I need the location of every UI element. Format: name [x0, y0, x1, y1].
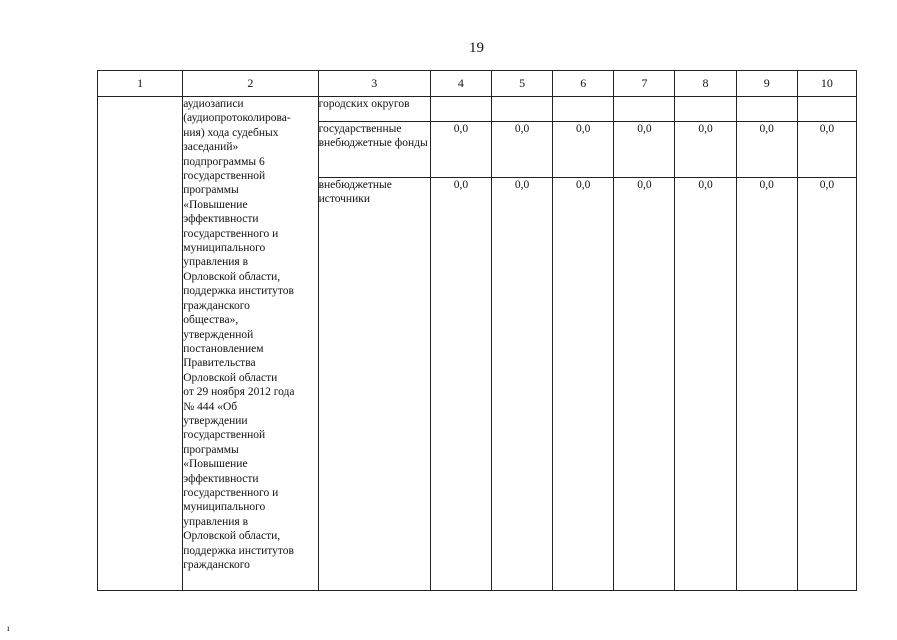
value-cell: 0,0 [675, 178, 736, 591]
description-line: ния) хода судебных [183, 126, 279, 139]
header-cell-3: 3 [318, 71, 430, 97]
funding-source-cell: городских округов [318, 97, 430, 122]
description-line: государственной [183, 170, 266, 183]
description-line: программы [183, 184, 239, 197]
description-line: Правительства [183, 357, 256, 370]
description-line: от 29 ноября 2012 года [183, 386, 295, 399]
description-line: эффективности [183, 213, 259, 226]
value-cell [430, 97, 491, 122]
description-line: гражданского [183, 559, 250, 571]
description-line: программы [183, 443, 239, 456]
value-cell: 0,0 [797, 178, 856, 591]
header-cell-5: 5 [492, 71, 553, 97]
funding-source-cell: государственные внебюджетные фонды [318, 122, 430, 178]
description-line: аудиозаписи [183, 98, 244, 110]
description-line: поддержка институтов [183, 544, 294, 557]
table-row [98, 97, 857, 122]
value-cell: 0,0 [430, 122, 491, 178]
budget-table [97, 70, 857, 591]
description-line: государственного и [183, 227, 279, 240]
value-cell: 0,0 [553, 122, 614, 178]
value-cell [675, 97, 736, 122]
value-cell: 0,0 [736, 122, 797, 178]
value-cell: 0,0 [614, 122, 675, 178]
header-cell-1: 1 [98, 71, 183, 97]
value-cell: 0,0 [553, 178, 614, 591]
description-line: управления в [183, 515, 249, 528]
value-cell: 0,0 [614, 178, 675, 591]
value-cell: 0,0 [797, 122, 856, 178]
page-number: 19 [469, 40, 484, 56]
description-line: государственного и [183, 486, 279, 499]
description-line: эффективности [183, 472, 259, 485]
description-line: «Повышение [183, 198, 248, 211]
header-row [98, 71, 857, 97]
value-cell: 0,0 [492, 178, 553, 591]
header-cell-8: 8 [675, 71, 736, 97]
header-cell-9: 9 [736, 71, 797, 97]
value-cell: 0,0 [430, 178, 491, 591]
description-line: Орловской области, [183, 270, 281, 283]
header-cell-6: 6 [553, 71, 614, 97]
funding-source-cell: внебюджетные источники [318, 178, 430, 591]
description-line: № 444 «Об [183, 400, 238, 413]
description-line: муниципального [183, 242, 266, 255]
header-cell-2: 2 [183, 71, 318, 97]
value-cell: 0,0 [675, 122, 736, 178]
header-cell-7: 7 [614, 71, 675, 97]
scan-mark: ı [7, 623, 10, 633]
description-line: муниципального [183, 501, 266, 514]
value-cell [797, 97, 856, 122]
description-line: Орловской области [183, 371, 278, 384]
number-cell [98, 97, 183, 591]
description-line: «Повышение [183, 458, 248, 471]
description-line: утверждении [183, 414, 248, 427]
description-line: подпрограммы 6 [183, 155, 265, 168]
description-line: общества», [183, 314, 239, 327]
description-line: гражданского [183, 299, 250, 312]
value-cell [736, 97, 797, 122]
description-line: поддержка институтов [183, 285, 294, 298]
value-cell [553, 97, 614, 122]
description-line: утвержденной [183, 328, 254, 341]
description-cell [183, 97, 318, 591]
description-text [183, 97, 317, 572]
description-line: управления в [183, 256, 249, 269]
value-cell: 0,0 [736, 178, 797, 591]
description-line: постановлением [183, 342, 264, 355]
description-line: (аудиопротоколирова- [183, 112, 291, 125]
description-line: заседаний» [183, 141, 239, 154]
header-cell-10: 10 [797, 71, 856, 97]
description-line: государственной [183, 429, 266, 442]
value-cell [492, 97, 553, 122]
value-cell: 0,0 [492, 122, 553, 178]
value-cell [614, 97, 675, 122]
description-line: Орловской области, [183, 530, 281, 543]
header-cell-4: 4 [430, 71, 491, 97]
